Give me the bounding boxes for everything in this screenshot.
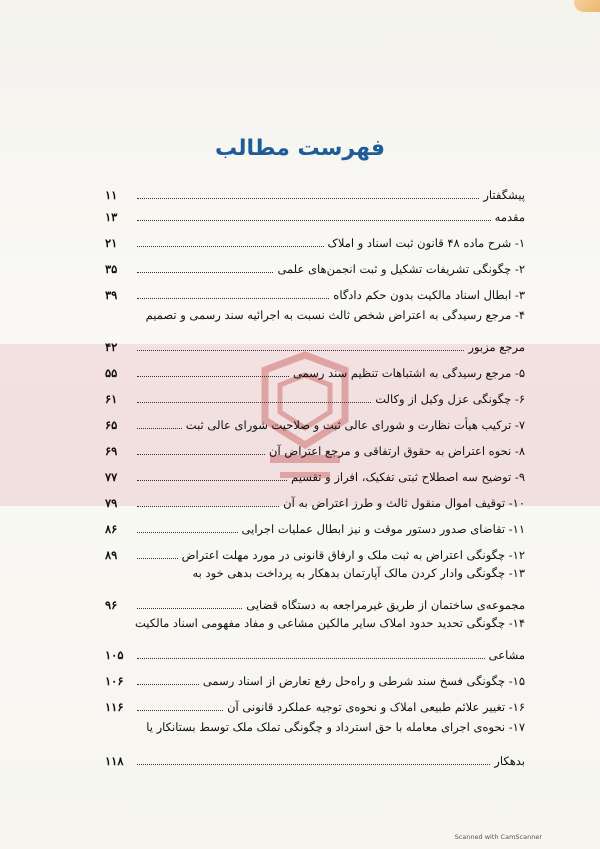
toc-entry bbox=[105, 202, 525, 224]
leader-dots bbox=[137, 709, 223, 711]
toc-entry-first-line bbox=[105, 308, 525, 330]
toc-entry-page: ۷۷ bbox=[105, 470, 118, 484]
toc-entry-title: ۱۰- توقیف اموال منقول ثالث و طرز اعتراض به آن bbox=[283, 496, 525, 510]
toc-entry-title: ۷- ترکیب هیأت نظارت و شورای عالی ثبت و صلاحیت شورای عالی ثبت bbox=[185, 418, 525, 432]
leader-dots bbox=[137, 557, 178, 559]
scanner-watermark-text: Scanned with CamScanner bbox=[454, 833, 542, 841]
leader-dots bbox=[137, 297, 329, 299]
toc-entry-page: ۷۹ bbox=[105, 496, 118, 510]
toc-entry-title: ۳- ابطال اسناد مالکیت بدون حکم دادگاه bbox=[333, 288, 525, 302]
toc-entry bbox=[105, 590, 525, 612]
toc-entry-page: ۱۱۶ bbox=[105, 700, 124, 714]
toc-entry bbox=[105, 280, 525, 302]
toc-entry-continuation: بدهکار bbox=[494, 754, 525, 768]
toc-entry bbox=[105, 692, 525, 714]
toc-entry bbox=[105, 384, 525, 406]
toc-entry bbox=[105, 228, 525, 250]
toc-entry-page: ۱۰۵ bbox=[105, 648, 124, 662]
leader-dots bbox=[137, 657, 485, 659]
toc-entry-title: ۵- مرجع رسیدگی به اشتباهات تنظیم سند رسمی bbox=[293, 366, 525, 380]
leader-dots bbox=[137, 505, 279, 507]
toc-entry-first-line bbox=[105, 720, 525, 742]
leader-dots bbox=[137, 427, 182, 429]
toc-entry-page: ۲۱ bbox=[105, 236, 118, 250]
leader-dots bbox=[137, 763, 490, 765]
toc-entry-title: پیشگفتار bbox=[483, 188, 525, 202]
leader-dots bbox=[137, 453, 265, 455]
toc-entry-title: ۲- چگونگی تشریفات تشکیل و ثبت انجمن‌های علمی bbox=[277, 262, 525, 276]
toc-entry-title: ۱۴- چگونگی تحدید حدود املاک سایر مالکین مشاعی و مفاد مفهومی اسناد مالکیت bbox=[134, 616, 525, 630]
leader-dots bbox=[137, 531, 238, 533]
toc-entry-title: ۹- توضیح سه اصطلاح ثبتی تفکیک، افراز و تقسیم bbox=[291, 470, 525, 484]
leader-dots bbox=[137, 197, 479, 199]
toc-entry bbox=[105, 180, 525, 202]
toc-entry bbox=[105, 436, 525, 458]
toc-entry-continuation: مشاعی bbox=[488, 648, 525, 662]
toc-entry bbox=[105, 358, 525, 380]
toc-entry bbox=[105, 254, 525, 276]
toc-entry bbox=[105, 640, 525, 662]
toc-entry bbox=[105, 746, 525, 768]
toc-entry-title: ۱۶- تغییر علائم طبیعی املاک و نحوه‌ی توجیه عملکرد قانونی آن bbox=[227, 700, 525, 714]
toc-entry-title: ۱۷- نحوه‌ی اجرای معامله با حق استرداد و چگونگی تملک ملک توسط بستانکار یا bbox=[146, 720, 525, 734]
toc-entry-page: ۹۶ bbox=[105, 598, 118, 612]
toc-entry-title: ۱- شرح ماده ۴۸ قانون ثبت اسناد و املاک bbox=[327, 236, 525, 250]
toc-entry bbox=[105, 410, 525, 432]
leader-dots bbox=[137, 271, 273, 273]
toc-entry-page: ۴۲ bbox=[105, 340, 118, 354]
toc-entry-title: ۱۵- چگونگی فسخ سند شرطی و راه‌حل رفع تعارض از اسناد رسمی bbox=[202, 674, 525, 688]
toc-entry-continuation: مجموعه‌ی ساختمان از طریق غیرمراجعه به دستگاه قضایی bbox=[246, 598, 525, 612]
leader-dots bbox=[137, 349, 464, 351]
toc-entry-page: ۳۹ bbox=[105, 288, 118, 302]
toc-entry-title: ۸- نحوه اعتراض به حقوق ارتفاقی و مرجع اعتراض آن bbox=[269, 444, 525, 458]
toc-entry bbox=[105, 332, 525, 354]
toc-entry-page: ۶۹ bbox=[105, 444, 118, 458]
toc-entry bbox=[105, 488, 525, 510]
leader-dots bbox=[137, 219, 491, 221]
toc-entry-title: ۶- چگونگی عزل وکیل از وکالت bbox=[375, 392, 525, 406]
toc-entry-first-line bbox=[105, 616, 525, 638]
toc-entry-page: ۵۵ bbox=[105, 366, 118, 380]
toc-entry-page: ۳۵ bbox=[105, 262, 118, 276]
leader-dots bbox=[137, 683, 199, 685]
corner-decoration bbox=[574, 0, 600, 12]
toc-entry-title: مقدمه bbox=[494, 210, 525, 224]
page-title: فهرست مطالب bbox=[214, 136, 386, 161]
toc-entry-title: ۴- مرجع رسیدگی به اعتراض شخص ثالث نسبت به اجرائیه سند رسمی و تصمیم bbox=[145, 308, 525, 322]
leader-dots bbox=[137, 375, 289, 377]
toc-entry-title: ۱۳- چگونگی وادار کردن مالک آپارتمان بدهکار به پرداخت بدهی خود به bbox=[192, 566, 525, 580]
toc-entry-page: ۸۶ bbox=[105, 522, 118, 536]
toc-entry bbox=[105, 462, 525, 484]
toc-entry-page: ۱۱ bbox=[105, 188, 118, 202]
toc-entry-page: ۶۱ bbox=[105, 392, 118, 406]
toc-entry-first-line bbox=[105, 566, 525, 588]
toc-entry-page: ۱۰۶ bbox=[105, 674, 124, 688]
toc-entry-page: ۶۵ bbox=[105, 418, 118, 432]
leader-dots bbox=[137, 479, 287, 481]
toc-entry-title: ۱۱- تقاضای صدور دستور موقت و نیز ابطال عملیات اجرایی bbox=[241, 522, 525, 536]
leader-dots bbox=[137, 245, 324, 247]
toc-entry-title: ۱۲- چگونگی اعتراض به ثبت ملک و ارفاق قانونی در مورد مهلت اعتراض bbox=[181, 548, 525, 562]
toc-entry bbox=[105, 514, 525, 536]
toc-entry-continuation: مرجع مزبور bbox=[468, 340, 525, 354]
toc-entry-page: ۸۹ bbox=[105, 548, 118, 562]
toc-entry-page: ۱۱۸ bbox=[105, 754, 124, 768]
toc-entry-page: ۱۳ bbox=[105, 210, 118, 224]
leader-dots bbox=[137, 607, 242, 609]
leader-dots bbox=[137, 401, 371, 403]
toc-entry bbox=[105, 666, 525, 688]
toc-entry bbox=[105, 540, 525, 562]
